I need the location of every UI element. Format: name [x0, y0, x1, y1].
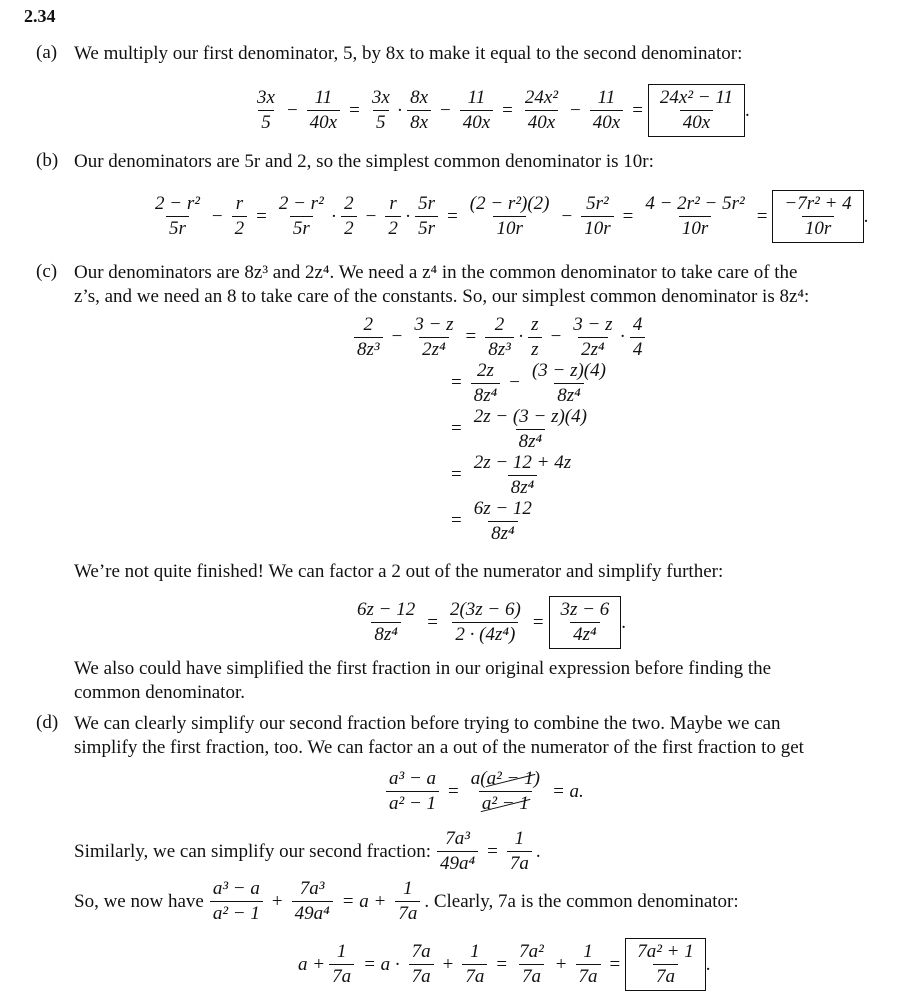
part-b-equation: 2 − r² 5r − $\frac{r}{2}$ = $\frac{\text{2 − r²}}{5r}$ · 2 2 − $\frac{r}{2}$ · $\frac{5r}{5r}$ = $\frac{\text{(2 − r²)(2)}}{10r}$ − $\frac{\text{5r²}}{10r}$ = $\frac{\text{4 − 2r² − 5r²}}{10r}$ = −7r² + 4 10r .: [148, 190, 868, 243]
cancelled-term: a² − 1: [481, 793, 529, 814]
part-a-label: (a): [36, 42, 58, 63]
part-b-label: (b): [36, 150, 59, 171]
fraction: 8x 8x: [407, 87, 431, 134]
fraction: $\frac{\text{24x²}}{40x}$: [524, 87, 559, 133]
fraction: $\frac{11}{40x}$: [307, 87, 340, 134]
fraction: $\frac{r}{2}$: [385, 193, 401, 240]
answer-box: 24x² − 11 40x: [648, 84, 745, 137]
part-c-derivation: [350, 314, 649, 544]
fraction: 2 2: [341, 193, 357, 240]
part-c-label: (c): [36, 261, 58, 282]
fraction: 3x 5: [257, 87, 275, 133]
fraction: $\frac{11}{40x}$: [590, 87, 623, 134]
answer-box: 3z − 6 4z⁴: [549, 596, 622, 649]
part-a-text: We multiply our first denominator, 5, by 8x to make it equal to the second denominator:: [74, 43, 743, 64]
derivation-line: = $\frac{2z}{\text{8z⁴}}$ − $\frac{(3 - z)(4)}{\text{8z⁴}}$: [451, 359, 606, 406]
answer-box: −7r² + 4 10r: [772, 190, 863, 243]
fraction: $\frac{\text{2 − r²}}{5r}$: [278, 193, 324, 239]
part-d-label: (d): [36, 712, 59, 733]
part-c-text-1: Our denominators are 8z³ and 2z⁴. We need a z⁴ in the common denominator to take care of the: [74, 262, 798, 283]
derivation-line: = $\frac{6z - 12}{\text{8z⁴}}$: [451, 497, 532, 544]
part-c-text-2: z’s, and we need an 8 to take care of the constants. So, our simplest common denominator is 8z⁴:: [74, 286, 810, 307]
part-d-line-3: Similarly, we can simplify our second fraction: $\frac{\text{7a³}}{\text{49a⁴}}$ = $\frac{1}{7a}$ .: [74, 828, 541, 874]
part-c-text-3: We’re not quite finished! We can factor a 2 out of the numerator and simplify further:: [74, 561, 724, 582]
fraction: 2 − r² 5r: [155, 193, 200, 239]
fraction: $\frac{r}{2}$: [232, 193, 248, 240]
fraction: $\frac{3x}{5}$: [371, 87, 390, 133]
derivation-line: = $\frac{2z - 12 + 4z}{\text{8z⁴}}$: [451, 451, 572, 498]
derivation-line: 2 8z³ − $\frac{3 - z}{\text{2z⁴}}$ = $\frac{2}{\text{8z³}}$ · z z − $\frac{3 - z}{\text{2z⁴}}$ · 4 4: [350, 314, 649, 360]
part-c-text-4: We also could have simplified the first fraction in our original expression before finding the: [74, 658, 772, 679]
fraction: $\frac{11}{40x}$: [460, 87, 493, 134]
part-c-equation-2: $\frac{6z - 12}{\text{8z⁴}}$ = $\frac{2(3z - 6)}{\text{2 · (4z⁴)}}$ = 3z − 6 4z⁴ .: [350, 596, 626, 649]
fraction: $\frac{\text{4 − 2r² − 5r²}}{10r}$: [645, 193, 745, 239]
fraction: $\frac{5r}{5r}$: [415, 193, 438, 240]
answer-box: 7a² + 1 7a: [625, 938, 706, 991]
fraction: $\frac{\text{5r²}}{10r}$: [581, 193, 613, 240]
part-b-text: Our denominators are 5r and 2, so the simplest common denominator is 10r:: [74, 151, 654, 172]
fraction: $\frac{\text{(2 − r²)(2)}}{10r}$: [469, 193, 550, 239]
part-d-text-1: We can clearly simplify our second fraction before trying to combine the two. Maybe we can: [74, 713, 781, 734]
derivation-line: = $\frac{2z - (3 - z)(4)}{\text{8z⁴}}$: [451, 405, 587, 452]
part-d-line-4: So, we now have a³ − a a² − 1 + $\frac{\text{7a³}}{\text{49a⁴}}$ = a + $\frac{1}{7a}$ . Clearly, 7a is the common denominator:: [74, 878, 739, 924]
part-a-equation: 3x 5 − $\frac{11}{40x}$ = $\frac{3x}{5}$ · 8x 8x − $\frac{11}{40x}$ = $\frac{\text{24x²}}{40x}$ − $\frac{11}{40x}$ = 24x² − 11 40x .: [250, 84, 750, 137]
part-d-equation-1: $\frac{\text{a³ − a}}{\text{a² − 1}}$ = $\frac{\text{a(a² − 1)}}{\text{a² − 1}}$ = a.: [382, 768, 589, 815]
cancelled-term: a² − 1: [486, 768, 534, 789]
part-c-text-5: common denominator.: [74, 682, 245, 703]
problem-number: 2.34: [24, 6, 56, 26]
part-d-equation-4: a + $\frac{1}{7a}$ = a · 7a 7a + $\frac{1}{7a}$ = $\frac{\text{7a²}}{7a}$ + $\frac{1}{7a}$ = 7a² + 1 7a .: [298, 938, 711, 991]
part-d-text-2: simplify the first fraction, too. We can factor an a out of the numerator of the first fraction to get: [74, 737, 804, 758]
